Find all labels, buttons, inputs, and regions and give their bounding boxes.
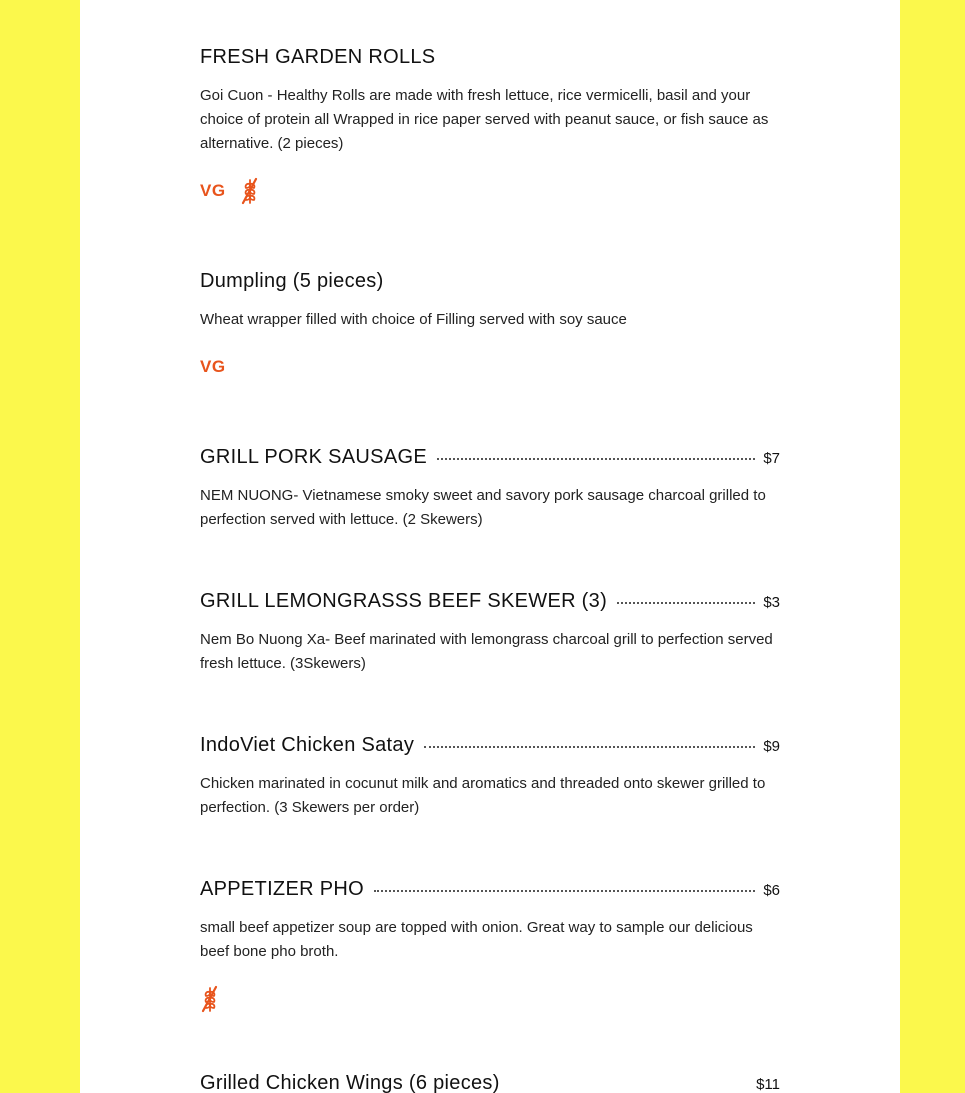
vegan-badge: VG [200, 181, 226, 200]
menu-item-description: Goi Cuon - Healthy Rolls are made with fresh lettuce, rice vermicelli, basil and your choice of protein all Wrapped in rice paper served with peanut sauce, or fish sauce as alternative. (2 pieces) [200, 87, 769, 152]
menu-item-grilled-chicken-wings [200, 1072, 780, 1093]
menu-item-description: NEM NUONG- Vietnamese smoky sweet and savory pork sausage charcoal grilled to perfection served with lettuce. (2 Skewers) [200, 487, 766, 528]
vegan-badge: VG [200, 357, 226, 376]
menu-item-name: GRILL PORK SAUSAGE [200, 446, 427, 468]
dietary-tags [200, 984, 780, 1014]
menu-page [80, 0, 900, 1093]
menu-item-title-row [200, 46, 780, 76]
menu-item-fresh-garden-rolls [200, 46, 780, 206]
menu-item-name: FRESH GARDEN ROLLS [200, 46, 436, 68]
gluten-free-icon [240, 177, 258, 205]
menu-item-appetizer-pho [200, 878, 780, 1014]
menu-item-grill-lemongrass-beef-skewer [200, 590, 780, 676]
menu-item-name: APPETIZER PHO [200, 878, 364, 900]
leader-dots [510, 1084, 748, 1086]
leader-dots [424, 746, 755, 748]
dietary-tags [200, 176, 780, 206]
menu-item-price: $9 [763, 738, 780, 755]
menu-item-price: $3 [763, 594, 780, 611]
menu-item-price: $11 [756, 1076, 780, 1093]
leader-dots [437, 458, 755, 460]
menu-item-description: Chicken marinated in cocunut milk and aromatics and threaded onto skewer grilled to perfection. (3 Skewers per order) [200, 775, 766, 816]
menu-item-price: $7 [763, 450, 780, 467]
menu-item-name: Grilled Chicken Wings (6 pieces) [200, 1072, 500, 1093]
menu-item-title-row [200, 1072, 780, 1093]
menu-item-indoviet-chicken-satay [200, 734, 780, 820]
menu-item-title-row [200, 270, 780, 300]
menu-item-grill-pork-sausage [200, 446, 780, 532]
menu-item-description: Wheat wrapper filled with choice of Filling served with soy sauce [200, 311, 627, 328]
menu-item-description: Nem Bo Nuong Xa- Beef marinated with lemongrass charcoal grill to perfection served fresh lettuce. (3Skewers) [200, 631, 773, 672]
menu-item-name: Dumpling (5 pieces) [200, 270, 384, 292]
leader-dots [617, 602, 755, 604]
gluten-free-icon [200, 985, 218, 1013]
menu-item-title-row [200, 446, 780, 476]
dietary-tags [200, 352, 780, 382]
menu-item-title-row [200, 878, 780, 908]
menu-item-title-row [200, 734, 780, 764]
leader-dots [374, 890, 755, 892]
menu-item-dumpling [200, 270, 780, 382]
menu-item-name: IndoViet Chicken Satay [200, 734, 415, 756]
menu-item-description: small beef appetizer soup are topped with onion. Great way to sample our delicious beef bone pho broth. [200, 919, 753, 960]
menu-item-price: $6 [763, 882, 780, 899]
menu-item-name: GRILL LEMONGRASSS BEEF SKEWER (3) [200, 590, 608, 612]
menu-item-title-row [200, 590, 780, 620]
